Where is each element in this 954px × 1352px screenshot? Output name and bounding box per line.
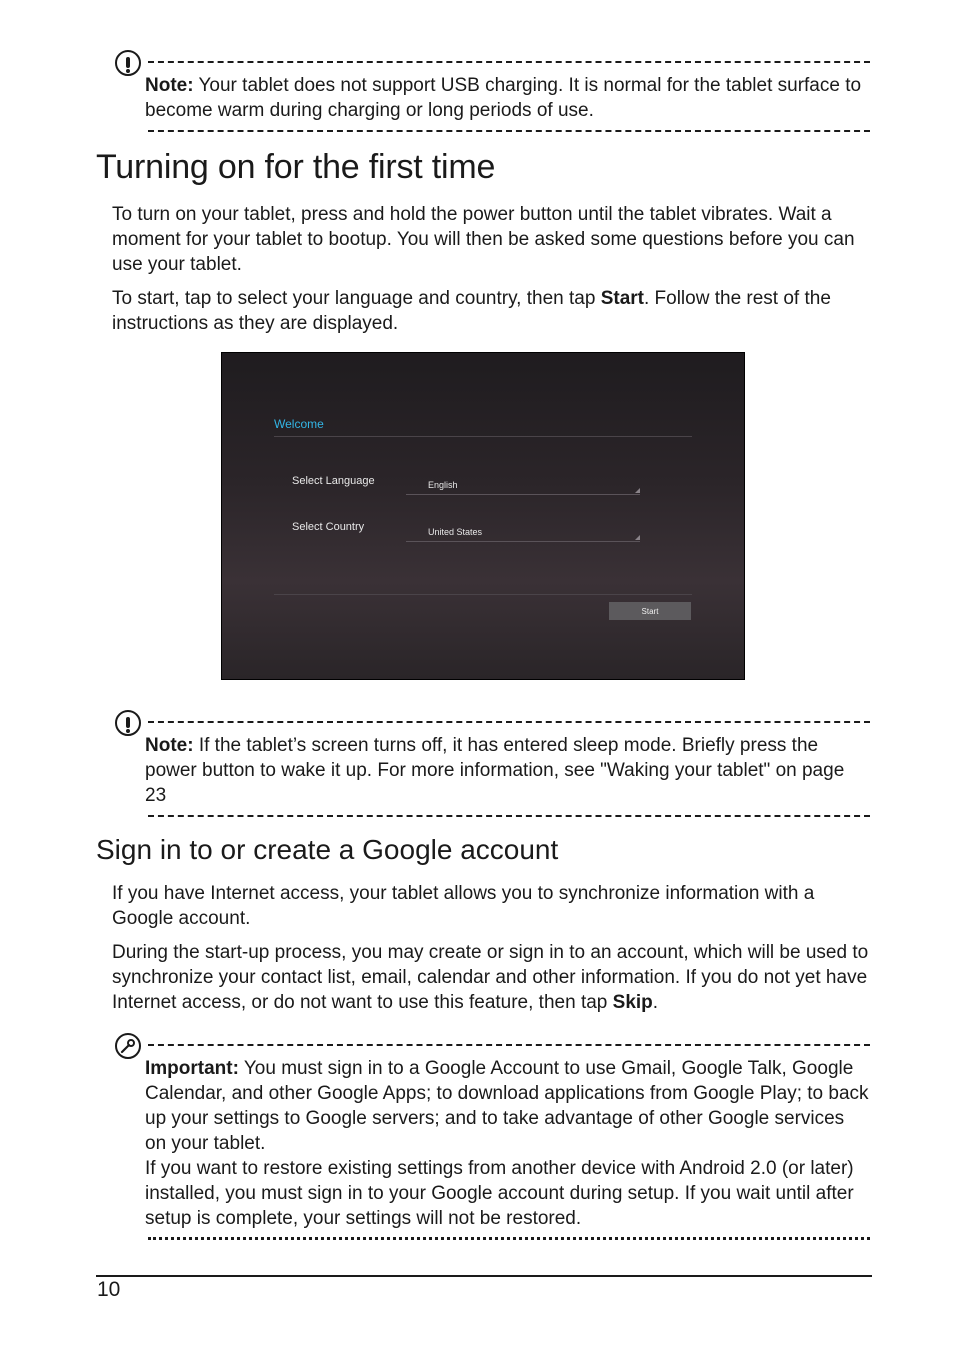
welcome-screen-screenshot — [221, 352, 745, 680]
note-usb-charging: Note: Your tablet does not support USB charging. It is normal for the tablet surface to become warm during charging or long periods of use. — [145, 75, 862, 121]
note-divider-top — [148, 61, 870, 63]
key-icon — [115, 1033, 141, 1059]
important-divider-bottom — [148, 1237, 870, 1240]
welcome-heading: Welcome — [274, 417, 324, 431]
footer-rule — [96, 1275, 872, 1277]
note-sleep-mode: Note: If the tablet’s screen turns off, it has entered sleep mode. Briefly press the power button to wake it up. For more information, see "Waking your tablet" on page 23 — [145, 735, 845, 806]
language-value: English — [428, 480, 458, 490]
paragraph-start-instructions: To start, tap to select your language and country, then tap Start. Follow the rest of the instructions as they are displayed. — [112, 288, 831, 334]
exclamation-icon — [115, 50, 141, 76]
important-restore-settings: If you want to restore existing settings from another device with Android 2.0 (or later) installed, you must sign in to your Google account during setup. If you wait until after setup is complete, your settings will not be restored. — [145, 1158, 854, 1229]
language-spinner[interactable] — [406, 474, 640, 495]
paragraph-sync-info: If you have Internet access, your tablet allows you to synchronize information with a Google account. — [112, 883, 815, 929]
paragraph-power-on: To turn on your tablet, press and hold the power button until the tablet vibrates. Wait a moment for your tablet to bootup. You will then be asked some questions before you can use your tablet. — [112, 204, 855, 275]
spinner-arrow-icon — [635, 535, 640, 540]
country-spinner[interactable] — [406, 521, 640, 542]
select-country-label: Select Country — [292, 521, 365, 533]
section-heading-first-time: Turning on for the first time — [96, 148, 496, 186]
note-divider-top — [148, 721, 870, 723]
paragraph-startup-process: During the start-up process, you may create or sign in to an account, which will be used to synchronize your contact list, email, calendar and other information. If you do not yet have Internet access, or do not want to use this feature, then tap Skip. — [112, 942, 869, 1013]
select-language-label: Select Language — [292, 475, 375, 487]
spinner-arrow-icon — [635, 488, 640, 493]
bottom-divider — [274, 594, 692, 595]
important-google-account: Important: You must sign in to a Google Account to use Gmail, Google Talk, Google Calendar, and other Google Apps; to download applications from Google Play; to back up your settings to Google servers; and to take advantage of other Google services on your tablet. — [145, 1058, 869, 1154]
welcome-divider — [274, 436, 692, 437]
page-number: 10 — [97, 1278, 121, 1301]
section-heading-google-account: Sign in to or create a Google account — [96, 834, 559, 865]
note-divider-bottom — [148, 130, 870, 132]
important-divider-top — [148, 1044, 870, 1046]
country-value: United States — [428, 527, 483, 537]
exclamation-icon — [115, 710, 141, 736]
note-divider-bottom — [148, 815, 870, 817]
start-button[interactable]: Start — [609, 602, 691, 620]
